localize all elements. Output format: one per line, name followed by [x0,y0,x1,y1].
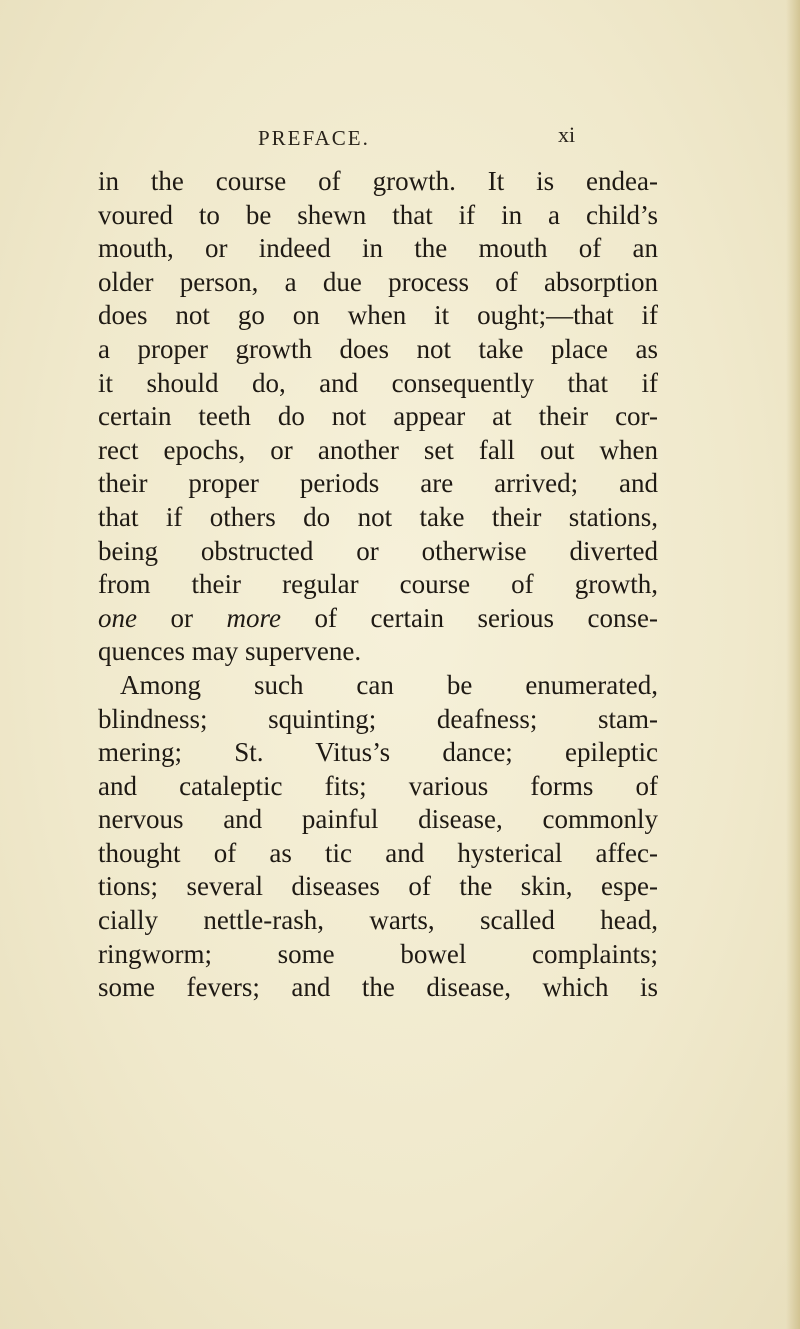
text-line: older person, a due process of absorption [98,266,658,297]
text-line: certain teeth do not appear at their cor- [98,401,658,432]
text-line: nervous and painful disease, commonly [98,804,658,835]
text-line: their proper periods are arrived; and [98,468,658,499]
page-edge-shadow [786,0,800,1329]
text-line: mouth, or indeed in the mouth of an [98,233,658,264]
text-line: some fevers; and the disease, which is [98,972,658,1003]
text-line: from their regular course of growth, [98,569,658,600]
text-line: voured to be shewn that if in a child’s [98,199,658,230]
text-line: being obstructed or otherwise diverted [98,535,658,566]
text-line: ringworm; some bowel complaints; [98,938,658,969]
page-number: xi [558,122,576,147]
text-line: a proper growth does not take place as [98,333,658,364]
body-text [98,165,658,1005]
text-fragment: or [136,602,227,633]
text-line: and cataleptic fits; various forms of [98,770,658,801]
text-line: in the course of growth. It is endea- [98,166,658,196]
text-fragment: of certain serious conse- [281,602,658,633]
running-head: PREFACE. [258,126,370,150]
text-line: does not go on when it ought;—that if [98,300,658,331]
text-line: blindness; squinting; deafness; stam- [98,703,658,734]
text-line: thought of as tic and hysterical affec- [98,837,658,868]
text-line: it should do, and consequently that if [98,367,658,398]
text-line-paragraph-start: Among such can be enumerated, [120,669,658,700]
text-line: cially nettle-rash, warts, scalled head, [98,905,658,936]
text-line: rect epochs, or another set fall out when [98,434,658,465]
italic-word-one: one [98,602,137,633]
page-header [0,118,800,158]
text-line-emphasis [98,602,658,636]
text-line: tions; several diseases of the skin, espe- [98,871,658,902]
italic-word-more: more [226,602,282,633]
text-line: mering; St. Vitus’s dance; epileptic [98,737,658,768]
text-line: that if others do not take their stations, [98,501,658,532]
text-line-paragraph-end: quences may supervene. [98,636,362,667]
